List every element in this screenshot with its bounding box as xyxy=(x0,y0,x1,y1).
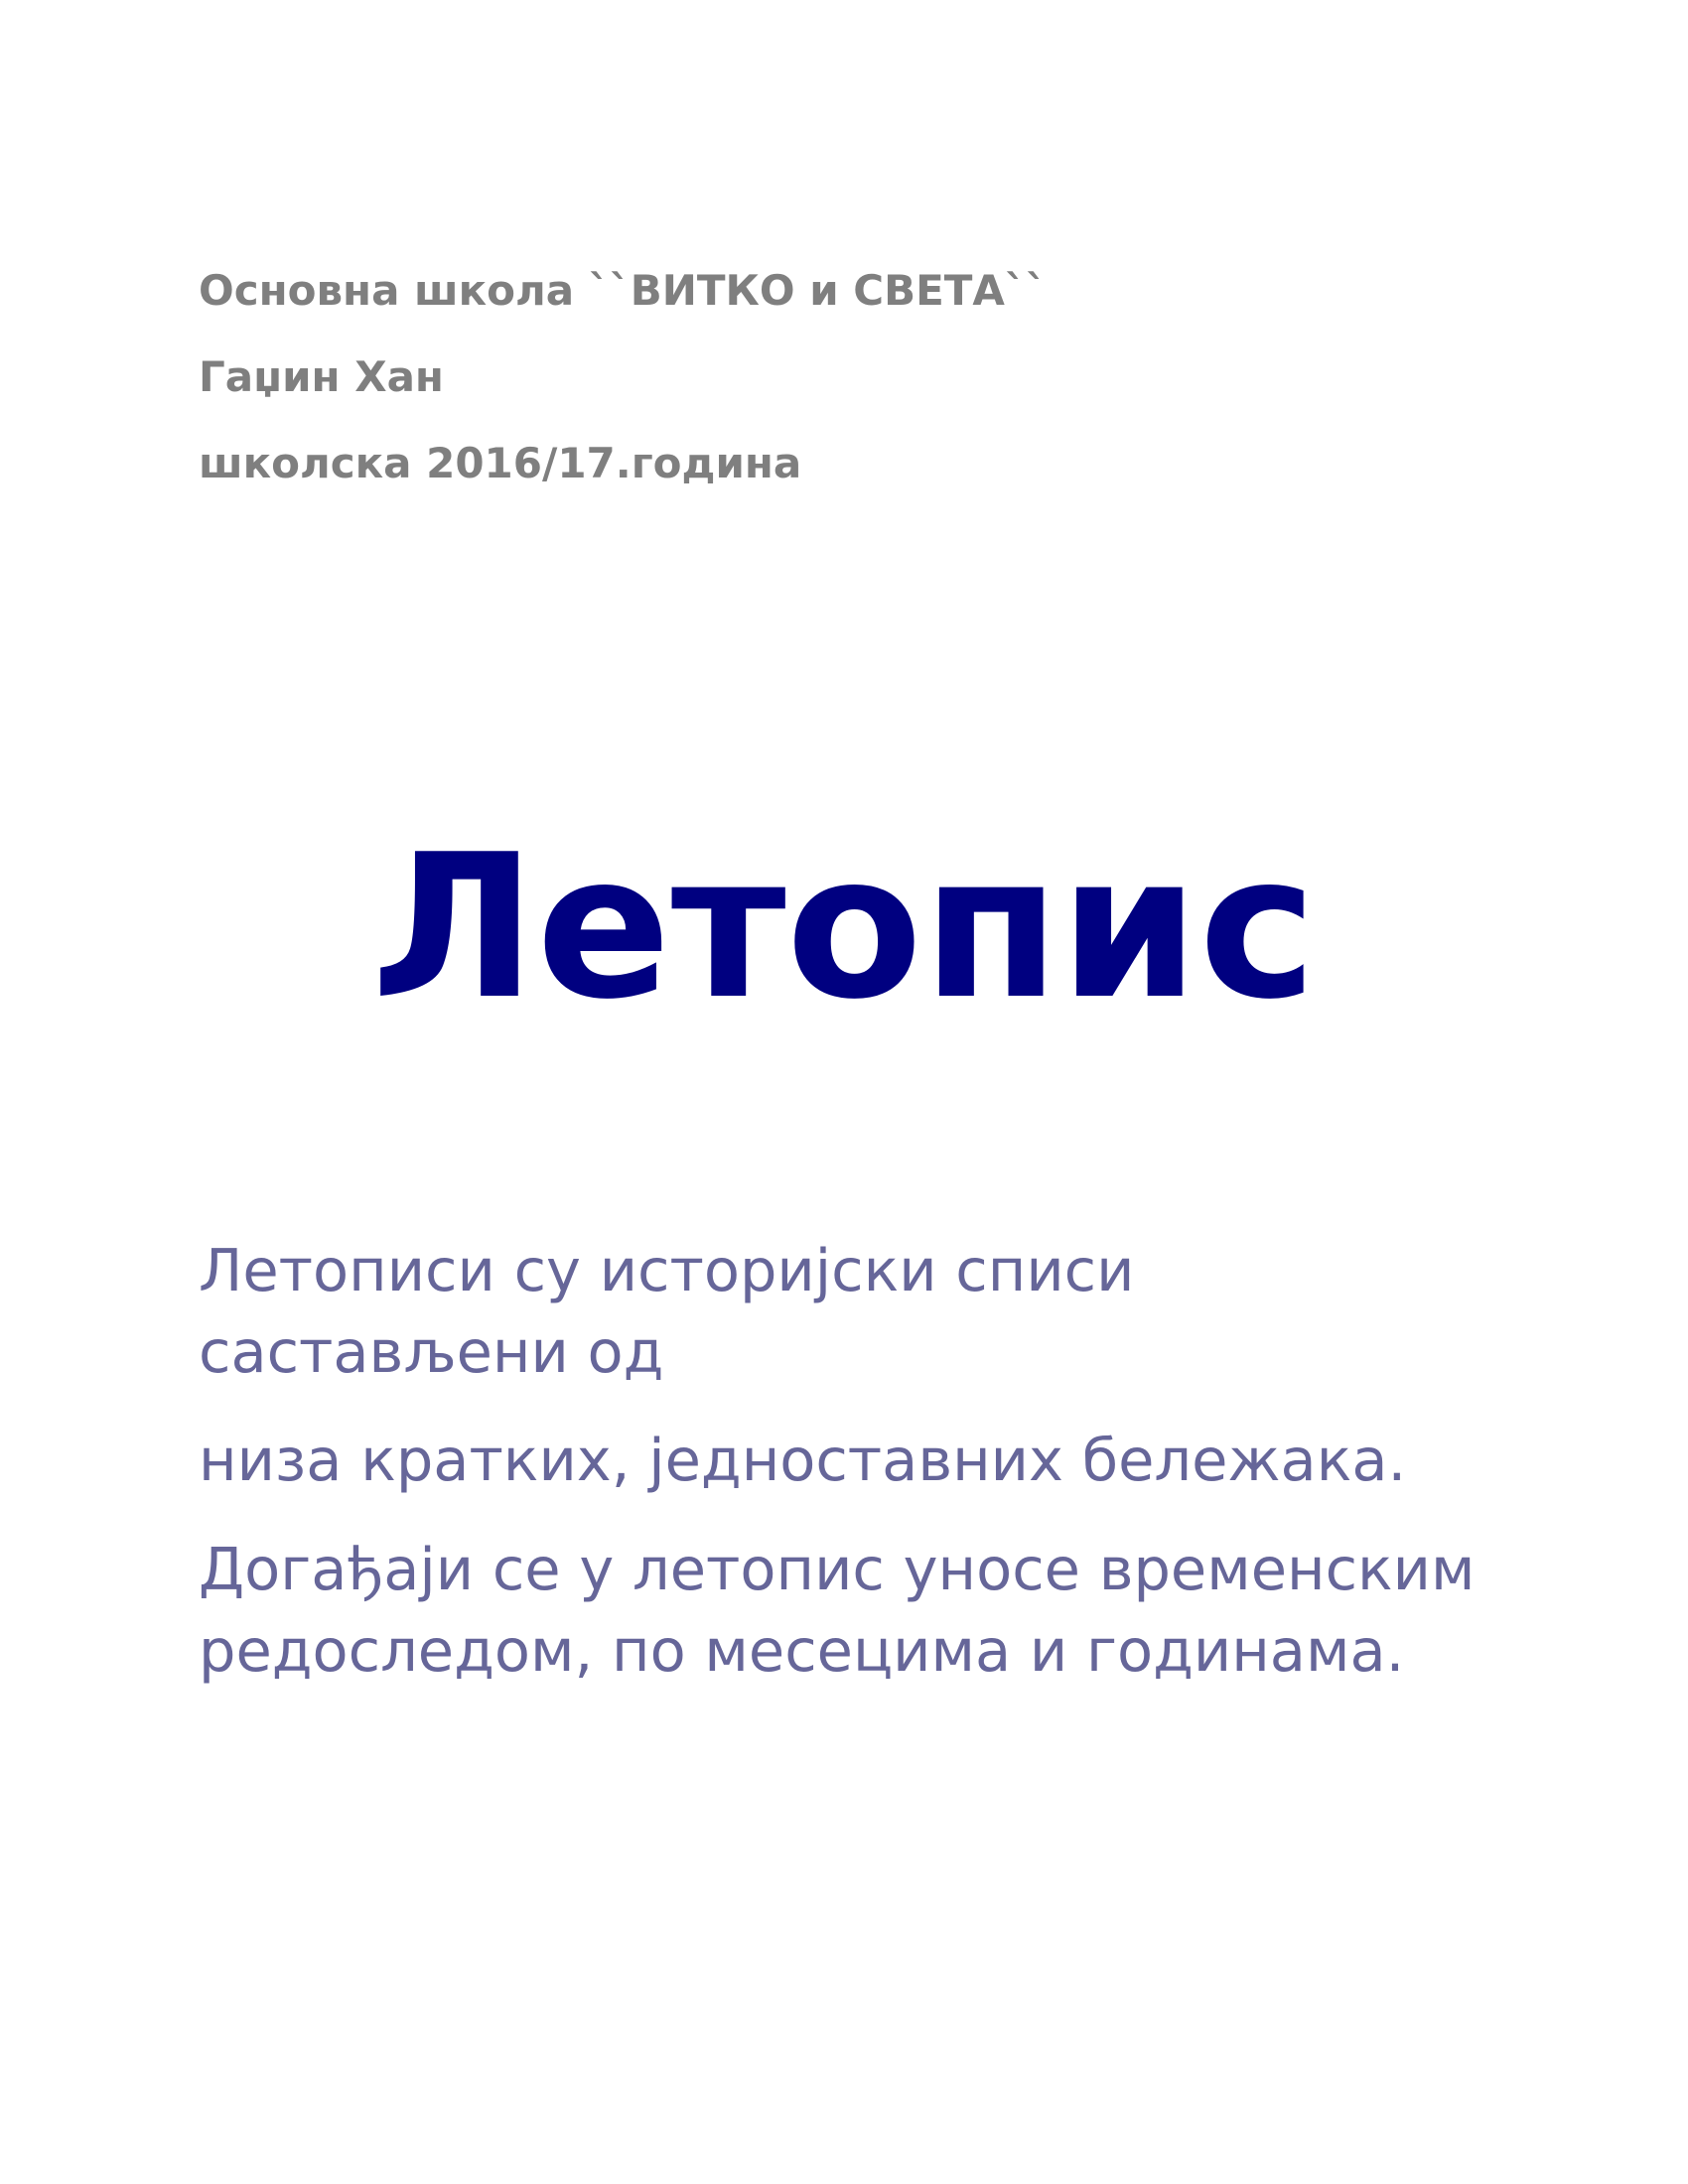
body-paragraph-1: Летописи су историјски списи састављени од xyxy=(199,1236,1135,1386)
document-title: Летопис xyxy=(371,812,1317,1043)
school-year: школска 2016/17.година xyxy=(199,439,802,487)
body-paragraph-2: низа кратких, једноставних бележака. xyxy=(199,1426,1407,1494)
body-paragraph-3: Догађаји се у летопис уносе временским редоследом, по месецима и годинама. xyxy=(199,1535,1476,1685)
school-town: Гаџин Хан xyxy=(199,352,444,401)
school-name: Основна школа ``ВИТКО и СВЕТА`` xyxy=(199,266,1047,315)
